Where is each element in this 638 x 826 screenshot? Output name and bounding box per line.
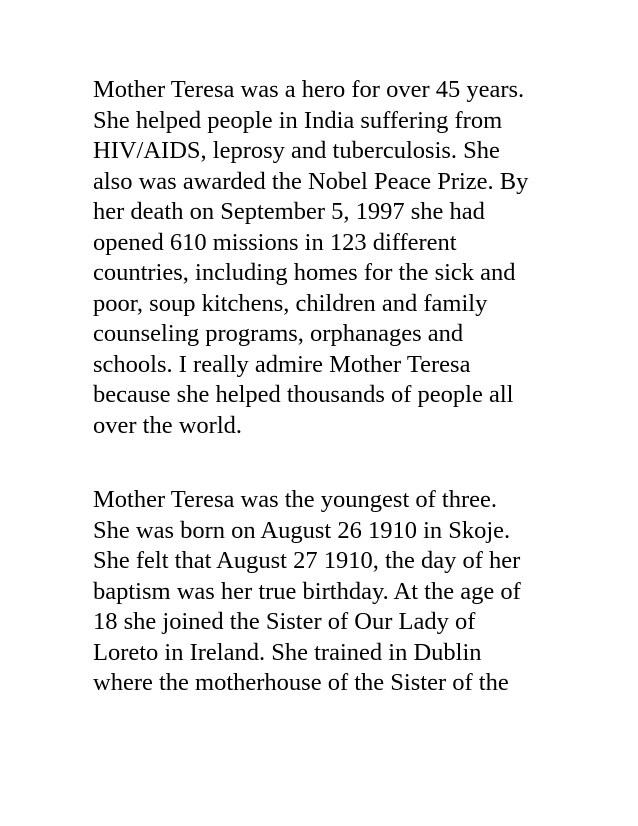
text-line: her death on September 5, 1997 she had: [93, 198, 485, 225]
text-line: She felt that August 27 1910, the day of her: [93, 547, 521, 574]
text-line: Loreto in Ireland. She trained in Dublin: [93, 638, 482, 666]
text-line: 18 she joined the Sister of Our Lady of: [93, 608, 476, 635]
text-line: She was born on August 26 1910 in Skoje.: [93, 516, 511, 544]
text-line: Mother Teresa was a hero for over 45 years.: [93, 76, 525, 103]
text-line: She helped people in India suffering from: [93, 106, 503, 134]
text-line: HIV/AIDS, leprosy and tuberculosis. She: [93, 137, 500, 164]
text-line: Mother Teresa was the youngest of three.: [93, 486, 497, 513]
text-line: also was awarded the Nobel Peace Prize. By: [93, 167, 529, 195]
text-line: countries, including homes for the sick and: [93, 259, 516, 286]
text-line: schools. I really admire Mother Teresa: [93, 350, 471, 378]
text-line: baptism was her true birthday. At the age of: [93, 577, 521, 605]
text-line: poor, soup kitchens, children and family: [93, 289, 488, 317]
paragraph-hero: [93, 75, 528, 441]
paragraph-early-life: [93, 485, 521, 699]
text-line: where the motherhouse of the Sister of the: [93, 669, 509, 696]
text-line: counseling programs, orphanages and: [93, 320, 464, 347]
text-line: over the world.: [93, 411, 242, 439]
text-line: opened 610 missions in 123 different: [93, 228, 457, 256]
text-line: because she helped thousands of people all: [93, 381, 514, 408]
